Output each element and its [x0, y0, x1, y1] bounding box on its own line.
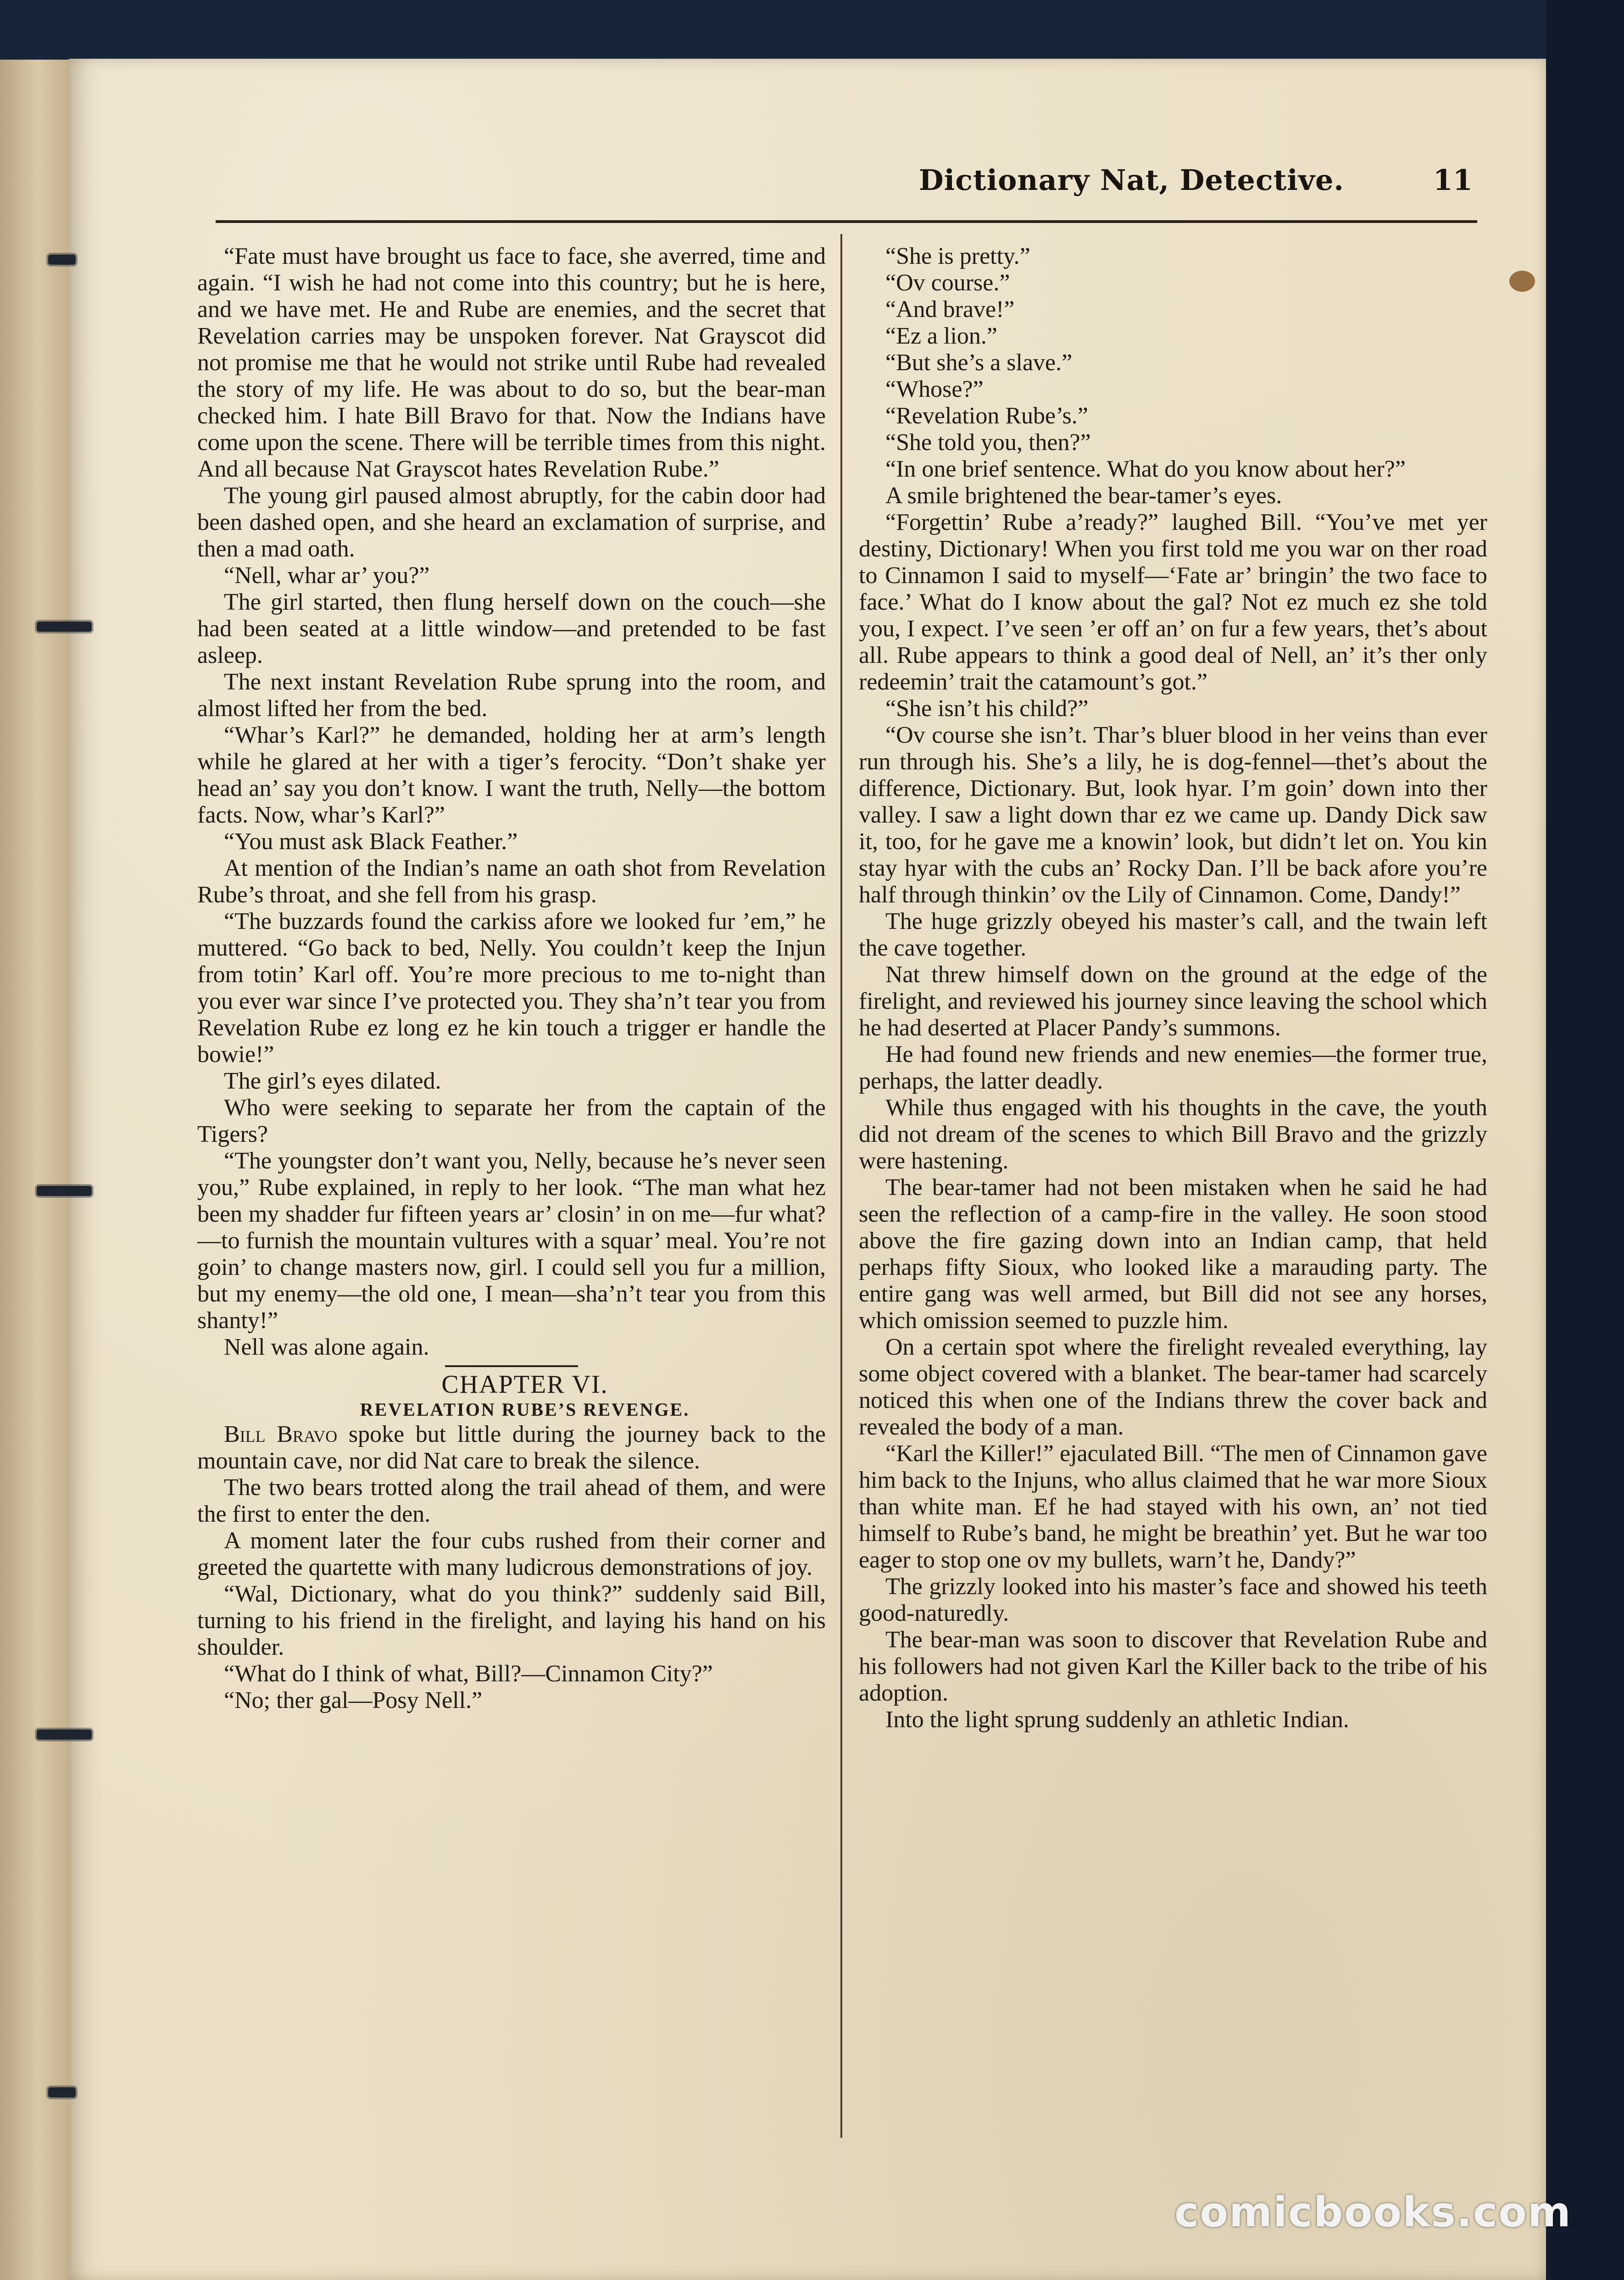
chapter-opening-smallcaps: Bill Bravo [224, 1421, 338, 1447]
left-column [197, 243, 826, 2133]
column-divider [840, 234, 842, 2138]
binding-staple [37, 622, 92, 632]
paragraph: Nat threw himself down on the ground at the edge of the firelight, and reviewed his journey since leaving the school which he had deserted at Placer Pandy’s summons. [859, 962, 1487, 1041]
paragraph: “What do I think of what, Bill?—Cinnamon City?” [224, 1661, 713, 1687]
page-header [216, 163, 1477, 218]
paragraph: “Nell, whar ar’ you?” [224, 562, 430, 589]
paragraph: He had found new friends and new enemies—the former true, perhaps, the latter deadly. [859, 1041, 1487, 1094]
right-column [859, 243, 1487, 2133]
binding-mark [48, 255, 76, 265]
paragraph: A smile brightened the bear-tamer’s eyes. [885, 483, 1282, 509]
watermark-text: comicbooks.com [1174, 2188, 1572, 2236]
paragraph: “Revelation Rube’s.” [885, 403, 1088, 429]
paragraph: “In one brief sentence. What do you know about her?” [885, 456, 1406, 482]
paragraph: At mention of the Indian’s name an oath shot from Revelation Rube’s throat, and she fell from his grasp. [197, 855, 826, 908]
paragraph: The grizzly looked into his master’s face and showed his teeth good-naturedly. [859, 1574, 1487, 1626]
paragraph: “Whar’s Karl?” he demanded, holding her at arm’s length while he glared at her with a tiger’s ferocity. “Don’t shake yer head an’ say you don’t know. I want the truth, Nelly—the bottom facts. Now, whar’s Karl?” [197, 722, 826, 828]
paragraph: “She is pretty.” [885, 243, 1030, 269]
facing-page-edge [0, 60, 69, 2280]
chapter-rule [445, 1365, 578, 1367]
paragraph: “Ez a lion.” [885, 323, 997, 349]
chapter-opening-paragraph [197, 1421, 826, 1474]
paragraph: A moment later the four cubs rushed from their corner and greeted the quartette with many ludicrous demonstrations of joy. [197, 1528, 826, 1580]
page-number: 11 [1433, 163, 1473, 197]
paragraph: “Ov course.” [885, 270, 1010, 296]
chapter-title: CHAPTER VI. [441, 1370, 608, 1399]
paragraph: “You must ask Black Feather.” [224, 829, 518, 855]
paragraph: On a certain spot where the firelight revealed everything, lay some object covered with a blanket. The bear-tamer had scarcely noticed this when one of the Indians threw the cover back and revealed the body of a man. [859, 1334, 1487, 1440]
chapter-subtitle: REVELATION RUBE’S REVENGE. [360, 1399, 690, 1420]
paragraph: Who were seeking to separate her from the captain of the Tigers? [197, 1095, 826, 1147]
paragraph: The bear-tamer had not been mistaken when he said he had seen the reflection of a camp-fire in the valley. He soon stood above the fire gazing down into an Indian camp, that held perhaps fifty Sioux, who looked like a marauding party. The entire gang was well armed, but Bill did not see any horses, which omission seemed to puzzle him. [859, 1174, 1487, 1334]
chapter-opening-text: spoke but little during the journey back to the mountain cave, nor did Nat care to break the silence. [197, 1421, 826, 1474]
paragraph: “No; ther gal—Posy Nell.” [224, 1687, 483, 1713]
paragraph: “Karl the Killer!” ejaculated Bill. “The men of Cinnamon gave him back to the Injuns, who allus claimed that he war more Sioux than white man. Ef he had stayed with his own, an’ not tied himself to Rube’s band, he might be breathin’ yet. But he war too eager to stop one ov my bullets, warn’t he, Dandy?” [859, 1440, 1487, 1573]
page-stain [1509, 271, 1535, 292]
paragraph: The next instant Revelation Rube sprung into the room, and almost lifted her from the bed. [197, 669, 826, 722]
paragraph: The two bears trotted along the trail ahead of them, and were the first to enter the den. [197, 1474, 826, 1527]
paragraph: “Fate must have brought us face to face, she averred, time and again. “I wish he had not come into this country; but he is here, and we have met. He and Rube are enemies, and the secret that Revelation carries may be unspoken forever. Nat Grayscot did not promise me that he would not strike until Rube had revealed the story of my life. He was about to do so, but the bear-man checked him. I hate Bill Bravo for that. Now the Indians have come upon the scene. There will be terrible times from this night. And all because Nat Grayscot hates Revelation Rube.” [197, 243, 826, 482]
running-title: Dictionary Nat, Detective. [918, 163, 1344, 197]
paragraph: The girl started, then flung herself down on the couch—she had been seated at a little window—and pretended to be fast asleep. [197, 589, 826, 668]
paragraph: The huge grizzly obeyed his master’s call, and the twain left the cave together. [859, 908, 1487, 961]
paragraph: Into the light sprung suddenly an athletic Indian. [885, 1707, 1349, 1733]
binding-staple [37, 1729, 92, 1740]
paragraph: “But she’s a slave.” [885, 350, 1073, 376]
paragraph: “She told you, then?” [885, 429, 1091, 456]
paragraph: “The buzzards found the carkiss afore we looked fur ’em,” he muttered. “Go back to bed, Nelly. You couldn’t keep the Injun from totin’ Karl off. You’re more precious to me to-night than you ever war since I’ve protected you. They sha’n’t tear you from Revelation Rube ez long ez he kin touch a trigger er handle the bowie!” [197, 908, 826, 1068]
paragraph: “The youngster don’t want you, Nelly, because he’s never seen you,” Rube explained, in reply to her look. “The man what hez been my shadder fur fifteen years ar’ closin’ in on me—fur what?—to furnish the mountain vultures with a squar’ meal. You’re not goin’ to change masters now, girl. I could sell you fur a million, but my enemy—the old one, I mean—sha’n’t tear you from this shanty!” [197, 1148, 826, 1334]
paragraph: The girl’s eyes dilated. [224, 1068, 441, 1094]
paragraph: “Forgettin’ Rube a’ready?” laughed Bill. “You’ve met yer destiny, Dictionary! When you first told me you war on ther road to Cinnamon I said to myself—‘Fate ar’ bringin’ the two face to face.’ What do I know about the gal? Not ez much ez she told you, I expect. I’ve seen ’er off an’ on fur a few years, thet’s about all. Rube appears to think a good deal of Nell, an’ it’s ther only redeemin’ trait the catamount’s got.” [859, 509, 1487, 695]
paragraph: The bear-man was soon to discover that Revelation Rube and his followers had not given Karl the Killer back to the tribe of his adoption. [859, 1627, 1487, 1706]
paragraph: “Whose?” [885, 376, 984, 402]
paragraph: The young girl paused almost abruptly, for the cabin door had been dashed open, and she heard an exclamation of surprise, and then a mad oath. [197, 483, 826, 562]
paragraph: “And brave!” [885, 296, 1015, 323]
paragraph: “Ov course she isn’t. Thar’s bluer blood in her veins than ever run through his. She’s a lily, he is dog-fennel—thet’s about the difference, Dictionary. But, look hyar. I’m goin’ down into ther valley. I saw a light down thar ez we came up. Dandy Dick saw it, too, for he gave me a knowin’ look, but didn’t let on. You kin stay hyar with the cubs an’ Rocky Dan. I’ll be back afore you’re half through thinkin’ ov the Lily of Cinnamon. Come, Dandy!” [859, 722, 1487, 908]
binding-staple [37, 1186, 92, 1196]
binding-mark [48, 2087, 76, 2097]
scan-background-strip [1546, 0, 1624, 2280]
header-rule [216, 220, 1477, 223]
paragraph: Nell was alone again. [224, 1334, 429, 1360]
paragraph: “She isn’t his child?” [885, 695, 1089, 722]
paragraph: “Wal, Dictionary, what do you think?” suddenly said Bill, turning to his friend in the firelight, and laying his hand on his shoulder. [197, 1581, 826, 1660]
paragraph: While thus engaged with his thoughts in the cave, the youth did not dream of the scenes to which Bill Bravo and the grizzly were hastening. [859, 1095, 1487, 1174]
